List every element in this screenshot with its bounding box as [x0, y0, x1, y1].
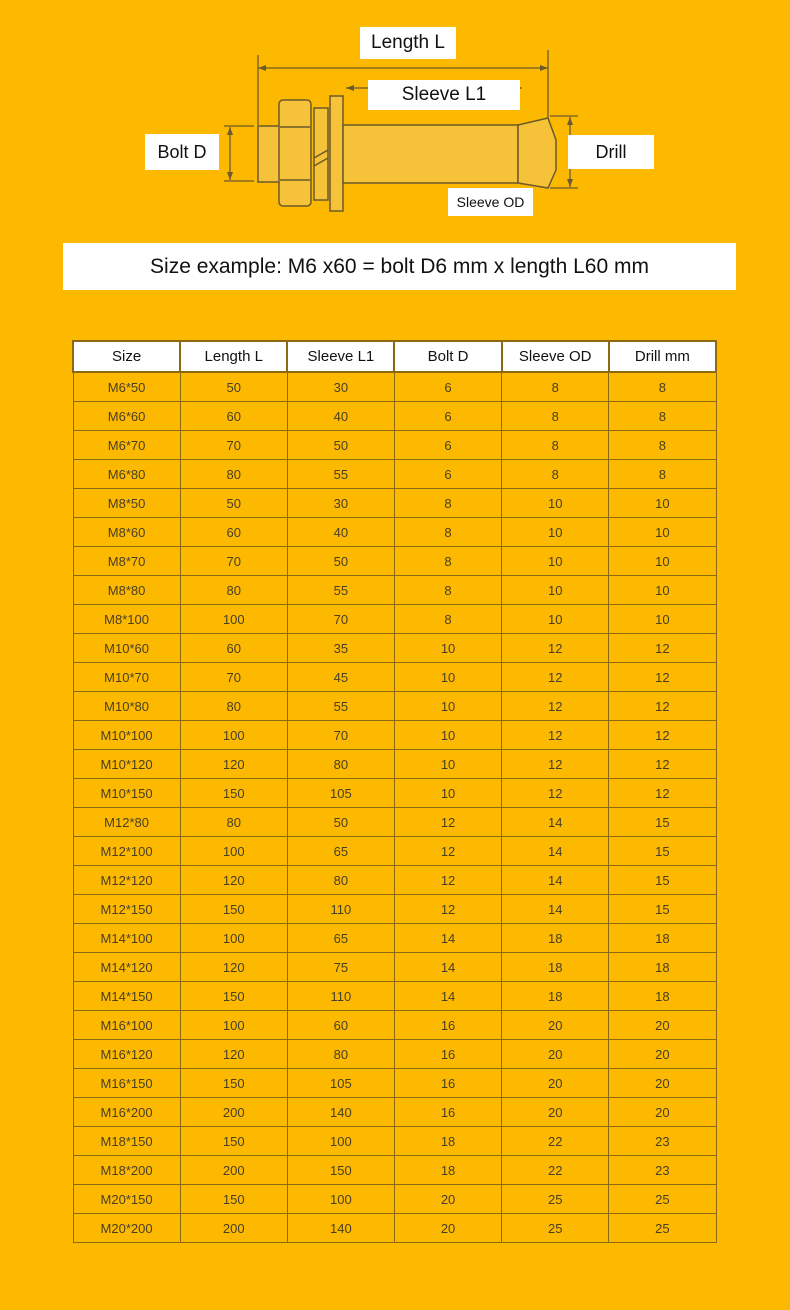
table-cell: 10	[502, 489, 609, 518]
table-row	[73, 1069, 716, 1098]
table-cell: 65	[287, 837, 394, 866]
table-row	[73, 692, 716, 721]
table-cell: M12*80	[73, 808, 180, 837]
table-cell: 70	[180, 547, 287, 576]
table-cell: 15	[609, 895, 716, 924]
table-cell: 10	[609, 489, 716, 518]
table-cell: M10*70	[73, 663, 180, 692]
table-cell: 18	[502, 953, 609, 982]
table-cell: 100	[180, 1011, 287, 1040]
table-cell: 14	[502, 837, 609, 866]
table-cell: 18	[502, 982, 609, 1011]
table-cell: 20	[609, 1040, 716, 1069]
length-l-label: Length L	[360, 27, 456, 59]
table-cell: 16	[394, 1069, 501, 1098]
bolt-d-label: Bolt D	[145, 134, 219, 170]
table-row	[73, 372, 716, 402]
table-cell: 30	[287, 372, 394, 402]
table-cell: 12	[502, 721, 609, 750]
table-cell: 20	[502, 1040, 609, 1069]
table-row	[73, 924, 716, 953]
table-cell: 15	[609, 808, 716, 837]
table-cell: M8*70	[73, 547, 180, 576]
table-row	[73, 547, 716, 576]
table-row	[73, 1011, 716, 1040]
table-row	[73, 1156, 716, 1185]
table-cell: 15	[609, 837, 716, 866]
table-cell: 8	[609, 431, 716, 460]
table-cell: 55	[287, 692, 394, 721]
table-cell: 50	[287, 547, 394, 576]
table-cell: M6*50	[73, 372, 180, 402]
table-cell: 140	[287, 1098, 394, 1127]
table-cell: 60	[180, 402, 287, 431]
expansion-cone	[518, 118, 556, 188]
table-row	[73, 402, 716, 431]
table-cell: 12	[394, 837, 501, 866]
table-cell: 6	[394, 402, 501, 431]
table-cell: 105	[287, 1069, 394, 1098]
table-cell: 14	[502, 808, 609, 837]
table-cell: 8	[394, 547, 501, 576]
table-cell: M10*150	[73, 779, 180, 808]
table-row	[73, 460, 716, 489]
table-cell: 20	[609, 1098, 716, 1127]
table-cell: 10	[502, 518, 609, 547]
table-cell: 12	[502, 663, 609, 692]
table-cell: 10	[394, 634, 501, 663]
table-cell: 60	[180, 518, 287, 547]
table-cell: 80	[180, 460, 287, 489]
table-cell: 25	[609, 1214, 716, 1243]
table-cell: 14	[502, 895, 609, 924]
table-cell: M18*200	[73, 1156, 180, 1185]
table-cell: 35	[287, 634, 394, 663]
size-example-banner: Size example: M6 x60 = bolt D6 mm x length L60 mm	[63, 243, 736, 290]
table-cell: 200	[180, 1214, 287, 1243]
table-cell: 20	[502, 1069, 609, 1098]
sleeve-od-label: Sleeve OD	[448, 188, 533, 216]
table-cell: 10	[502, 605, 609, 634]
table-row	[73, 1214, 716, 1243]
table-cell: 30	[287, 489, 394, 518]
table-cell: M10*60	[73, 634, 180, 663]
table-cell: 6	[394, 372, 501, 402]
column-header: Length L	[180, 341, 287, 372]
table-cell: 15	[609, 866, 716, 895]
table-cell: 70	[180, 431, 287, 460]
table-cell: 14	[394, 924, 501, 953]
table-row	[73, 779, 716, 808]
table-row	[73, 634, 716, 663]
table-cell: M18*150	[73, 1127, 180, 1156]
table-cell: 10	[394, 750, 501, 779]
table-cell: M16*150	[73, 1069, 180, 1098]
column-header: Sleeve OD	[502, 341, 609, 372]
table-cell: 25	[502, 1185, 609, 1214]
column-header: Sleeve L1	[287, 341, 394, 372]
table-cell: 18	[609, 982, 716, 1011]
table-cell: 120	[180, 953, 287, 982]
table-cell: 120	[180, 1040, 287, 1069]
table-cell: 80	[180, 808, 287, 837]
table-cell: 75	[287, 953, 394, 982]
table-cell: 105	[287, 779, 394, 808]
table-cell: 20	[609, 1069, 716, 1098]
table-cell: M8*100	[73, 605, 180, 634]
table-cell: 140	[287, 1214, 394, 1243]
table-cell: 12	[394, 808, 501, 837]
table-cell: 65	[287, 924, 394, 953]
table-cell: 60	[180, 634, 287, 663]
column-header: Drill mm	[609, 341, 716, 372]
hex-nut	[279, 100, 311, 206]
table-cell: 8	[609, 460, 716, 489]
table-cell: 10	[609, 547, 716, 576]
table-row	[73, 721, 716, 750]
table-cell: 20	[502, 1011, 609, 1040]
bolt-size-table	[72, 340, 717, 1243]
table-cell: M6*60	[73, 402, 180, 431]
table-cell: 18	[394, 1156, 501, 1185]
column-header: Bolt D	[394, 341, 501, 372]
table-cell: M12*100	[73, 837, 180, 866]
column-header: Size	[73, 341, 180, 372]
table-cell: 100	[180, 721, 287, 750]
table-cell: 25	[609, 1185, 716, 1214]
table-cell: 14	[394, 982, 501, 1011]
table-cell: 80	[287, 866, 394, 895]
table-cell: 12	[502, 634, 609, 663]
anchor-bolt-diagram	[0, 0, 790, 230]
table-body	[73, 372, 716, 1243]
table-cell: 80	[287, 1040, 394, 1069]
table-cell: 40	[287, 402, 394, 431]
table-cell: 12	[609, 634, 716, 663]
table-row	[73, 982, 716, 1011]
table-row	[73, 1040, 716, 1069]
table-cell: 110	[287, 895, 394, 924]
table-cell: 8	[502, 372, 609, 402]
table-cell: 12	[394, 866, 501, 895]
table-cell: 70	[180, 663, 287, 692]
table-cell: M8*60	[73, 518, 180, 547]
table-cell: 150	[180, 1127, 287, 1156]
table-cell: M16*200	[73, 1098, 180, 1127]
table-cell: 12	[609, 721, 716, 750]
table-cell: 50	[180, 489, 287, 518]
table-cell: 8	[394, 518, 501, 547]
table-cell: M6*70	[73, 431, 180, 460]
table-cell: 22	[502, 1127, 609, 1156]
table-cell: 80	[180, 576, 287, 605]
table-cell: 12	[609, 750, 716, 779]
table-cell: 150	[180, 1185, 287, 1214]
table-cell: M20*150	[73, 1185, 180, 1214]
table-cell: 100	[180, 924, 287, 953]
drill-label: Drill	[568, 135, 654, 169]
table-cell: 12	[502, 692, 609, 721]
table-cell: 150	[180, 1069, 287, 1098]
table-cell: M10*100	[73, 721, 180, 750]
table-cell: 150	[287, 1156, 394, 1185]
table-cell: 10	[609, 576, 716, 605]
table-cell: 150	[180, 779, 287, 808]
table-cell: M14*100	[73, 924, 180, 953]
table-cell: 200	[180, 1156, 287, 1185]
table-cell: 70	[287, 605, 394, 634]
table-cell: 20	[394, 1214, 501, 1243]
table-cell: 18	[609, 953, 716, 982]
table-cell: 80	[287, 750, 394, 779]
table-header-row	[73, 341, 716, 372]
table-cell: 8	[502, 431, 609, 460]
table-cell: M8*50	[73, 489, 180, 518]
table-cell: 16	[394, 1040, 501, 1069]
table-cell: 12	[394, 895, 501, 924]
table-cell: 45	[287, 663, 394, 692]
table-cell: 10	[502, 576, 609, 605]
table-cell: 8	[609, 402, 716, 431]
table-cell: 8	[609, 372, 716, 402]
table-cell: M8*80	[73, 576, 180, 605]
table-row	[73, 1127, 716, 1156]
table-cell: M10*120	[73, 750, 180, 779]
table-cell: M12*120	[73, 866, 180, 895]
table-cell: 22	[502, 1156, 609, 1185]
table-cell: 25	[502, 1214, 609, 1243]
table-cell: 120	[180, 750, 287, 779]
table-cell: 6	[394, 431, 501, 460]
table-cell: M6*80	[73, 460, 180, 489]
table-cell: 10	[394, 721, 501, 750]
table-cell: 8	[502, 402, 609, 431]
table-row	[73, 750, 716, 779]
table-cell: 14	[394, 953, 501, 982]
table-cell: 10	[502, 547, 609, 576]
table-cell: 10	[394, 692, 501, 721]
table-cell: 50	[180, 372, 287, 402]
table-row	[73, 866, 716, 895]
table-cell: 8	[394, 489, 501, 518]
table-cell: 100	[180, 605, 287, 634]
bolt-shank-end	[258, 126, 280, 182]
table-cell: 8	[394, 576, 501, 605]
table-cell: 20	[394, 1185, 501, 1214]
table-cell: M14*150	[73, 982, 180, 1011]
table-cell: 60	[287, 1011, 394, 1040]
table-cell: 20	[609, 1011, 716, 1040]
table-cell: 50	[287, 431, 394, 460]
table-cell: 70	[287, 721, 394, 750]
table-cell: 40	[287, 518, 394, 547]
table-cell: 12	[502, 779, 609, 808]
table-row	[73, 663, 716, 692]
table-cell: 10	[609, 605, 716, 634]
table-cell: M12*150	[73, 895, 180, 924]
sleeve	[343, 125, 518, 183]
table-cell: 80	[180, 692, 287, 721]
table-cell: 200	[180, 1098, 287, 1127]
table-cell: 10	[394, 779, 501, 808]
table-cell: 150	[180, 982, 287, 1011]
table-cell: 100	[180, 837, 287, 866]
table-row	[73, 837, 716, 866]
table-cell: 18	[502, 924, 609, 953]
table-cell: 12	[609, 692, 716, 721]
table-cell: 50	[287, 808, 394, 837]
table-row	[73, 431, 716, 460]
table-cell: M16*120	[73, 1040, 180, 1069]
table-row	[73, 576, 716, 605]
table-cell: 55	[287, 460, 394, 489]
table-cell: M14*120	[73, 953, 180, 982]
table-cell: M20*200	[73, 1214, 180, 1243]
table-cell: M16*100	[73, 1011, 180, 1040]
table-row	[73, 1185, 716, 1214]
table-cell: 10	[609, 518, 716, 547]
flat-washer	[330, 96, 343, 211]
table-cell: 8	[394, 605, 501, 634]
table-cell: 10	[394, 663, 501, 692]
table-row	[73, 953, 716, 982]
table-cell: 110	[287, 982, 394, 1011]
table-row	[73, 605, 716, 634]
table-cell: 14	[502, 866, 609, 895]
table-cell: 18	[609, 924, 716, 953]
table-cell: 12	[609, 779, 716, 808]
table-cell: M10*80	[73, 692, 180, 721]
table-cell: 16	[394, 1011, 501, 1040]
table-row	[73, 518, 716, 547]
table-cell: 100	[287, 1185, 394, 1214]
table-row	[73, 489, 716, 518]
table-cell: 8	[502, 460, 609, 489]
table-cell: 20	[502, 1098, 609, 1127]
table-cell: 100	[287, 1127, 394, 1156]
table-cell: 23	[609, 1127, 716, 1156]
table-cell: 16	[394, 1098, 501, 1127]
table-row	[73, 808, 716, 837]
table-cell: 120	[180, 866, 287, 895]
table-row	[73, 1098, 716, 1127]
table-cell: 6	[394, 460, 501, 489]
table-cell: 12	[609, 663, 716, 692]
table-cell: 12	[502, 750, 609, 779]
table-cell: 23	[609, 1156, 716, 1185]
table-row	[73, 895, 716, 924]
table-cell: 55	[287, 576, 394, 605]
table-cell: 150	[180, 895, 287, 924]
table-cell: 18	[394, 1127, 501, 1156]
sleeve-l1-label: Sleeve L1	[368, 80, 520, 110]
